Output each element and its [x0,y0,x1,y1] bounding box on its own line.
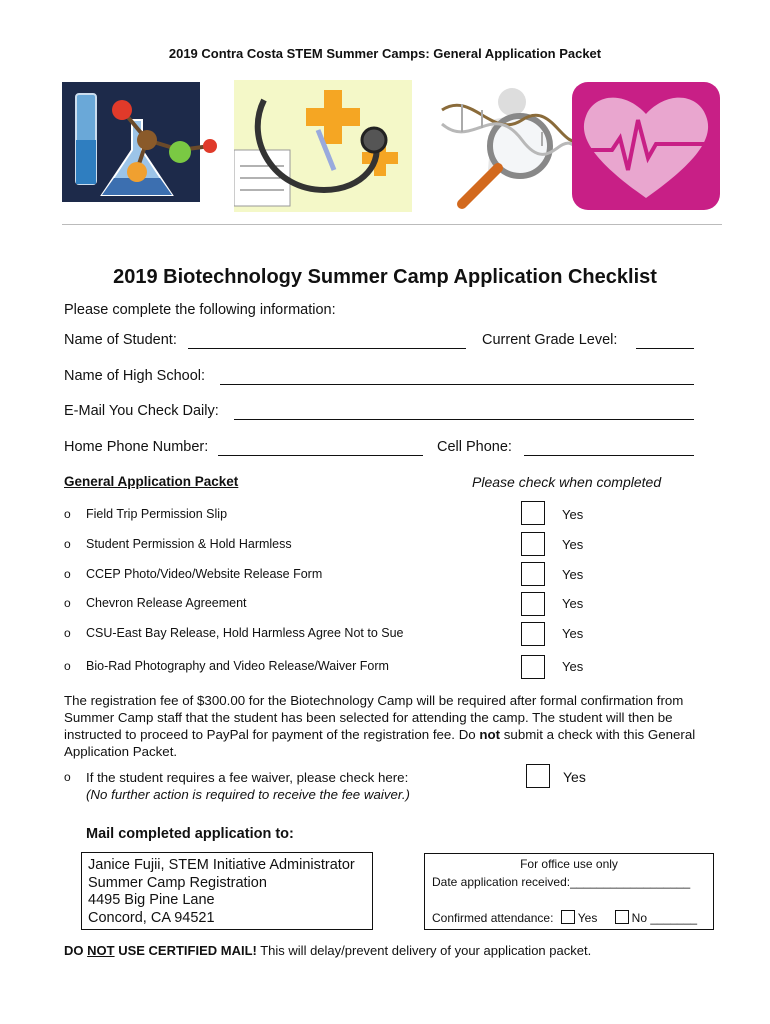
checklist-checkbox[interactable] [521,655,545,679]
date-received-label: Date application received:__________________ [432,875,691,889]
office-use-title: For office use only [520,857,618,871]
checklist-item-label: Field Trip Permission Slip [86,507,228,521]
list-bullet: o [64,770,71,784]
address-line: Janice Fujii, STEM Initiative Administrator [88,857,355,873]
confirmed-yes-checkbox[interactable] [561,910,575,924]
medical-stethoscope-icon [234,80,414,212]
list-bullet: o [64,596,71,610]
address-line: Summer Camp Registration [88,874,267,891]
checklist-yes-label: Yes [562,537,584,552]
fee-text-1: The registration fee of $300.00 for the Biotechnology Camp will be required after formal confirmation from Summer Camp staff that the student has been selected for attending the camp. The student will then be instructed to proceed to PayPal for payment of the registration fee. Do [64,693,684,742]
home-phone-label: Home Phone Number: [64,439,209,455]
confirmed-no-checkbox[interactable] [615,910,629,924]
grade-level-label: Current Grade Level: [482,332,618,348]
checklist-checkbox[interactable] [521,562,545,586]
page-header: 2019 Contra Costa STEM Summer Camps: General Application Packet [168,46,602,61]
waiver-text: If the student requires a fee waiver, please check here: [86,770,409,785]
high-school-label: Name of High School: [64,368,206,384]
list-bullet: o [64,659,71,673]
warning-not: NOT [87,943,115,958]
confirmed-no-label: No _______ [631,911,698,925]
fee-text-2: submit a check with this General Application Packet. [64,727,696,759]
fee-text-bold: not [479,727,501,742]
checklist-item-label: CSU-East Bay Release, Hold Harmless Agree Not to Sue [86,626,404,640]
checklist-yes-label: Yes [562,567,584,582]
confirmed-attendance-row [432,910,697,925]
check-note: Please check when completed [472,474,662,490]
office-use-box [424,853,714,930]
home-phone-field[interactable] [218,455,423,456]
warning-do: DO [64,943,88,958]
checklist-item-label: Bio-Rad Photography and Video Release/Waiver Form [86,659,389,673]
list-bullet: o [64,567,71,581]
checklist-checkbox[interactable] [521,532,545,556]
intro-text: Please complete the following information: [64,302,336,318]
warning-detail: This will delay/prevent delivery of your application packet. [256,943,592,958]
checklist-yes-label: Yes [562,507,584,522]
waiver-note: (No further action is required to receive the fee waiver.) [86,787,410,802]
address-line: 4495 Big Pine Lane [88,892,215,908]
checklist-yes-label: Yes [562,596,584,611]
list-bullet: o [64,626,71,640]
checklist-item-label: Student Permission & Hold Harmless [86,537,292,551]
fee-waiver-checkbox[interactable] [526,764,550,788]
list-bullet: o [64,537,71,551]
address-line: Concord, CA 94521 [88,909,215,926]
email-field[interactable] [234,419,694,420]
fee-paragraph [64,692,700,760]
checklist-item-label: Chevron Release Agreement [86,596,247,610]
student-name-label: Name of Student: [64,332,177,348]
heart-pulse-icon [572,80,722,212]
dna-magnifier-icon [432,80,582,212]
mailing-address-box [81,852,373,930]
high-school-field[interactable] [220,384,694,385]
checklist-checkbox[interactable] [521,501,545,525]
email-label: E-Mail You Check Daily: [64,403,219,419]
student-name-field[interactable] [188,348,466,349]
checklist-checkbox[interactable] [521,592,545,616]
checklist-checkbox[interactable] [521,622,545,646]
cell-phone-field[interactable] [524,455,694,456]
checklist-item-label: CCEP Photo/Video/Website Release Form [86,567,323,581]
confirmed-attendance-label: Confirmed attendance: [432,911,554,925]
certified-mail-warning [64,943,591,958]
checklist-yes-label: Yes [562,659,584,674]
cell-phone-label: Cell Phone: [437,439,512,455]
chemistry-lab-icon [62,80,212,212]
fee-waiver-yes-label: Yes [563,769,586,785]
header-image-strip [62,80,722,212]
grade-level-field[interactable] [636,348,694,349]
packet-heading: General Application Packet [64,474,239,489]
header-divider [62,224,722,225]
confirmed-yes-label: Yes [577,911,598,925]
page-title: 2019 Biotechnology Summer Camp Application Checklist [113,266,657,288]
mail-heading: Mail completed application to: [86,826,294,842]
checklist-yes-label: Yes [562,626,584,641]
list-bullet: o [64,507,71,521]
warning-certified: USE CERTIFIED MAIL! [114,943,257,958]
